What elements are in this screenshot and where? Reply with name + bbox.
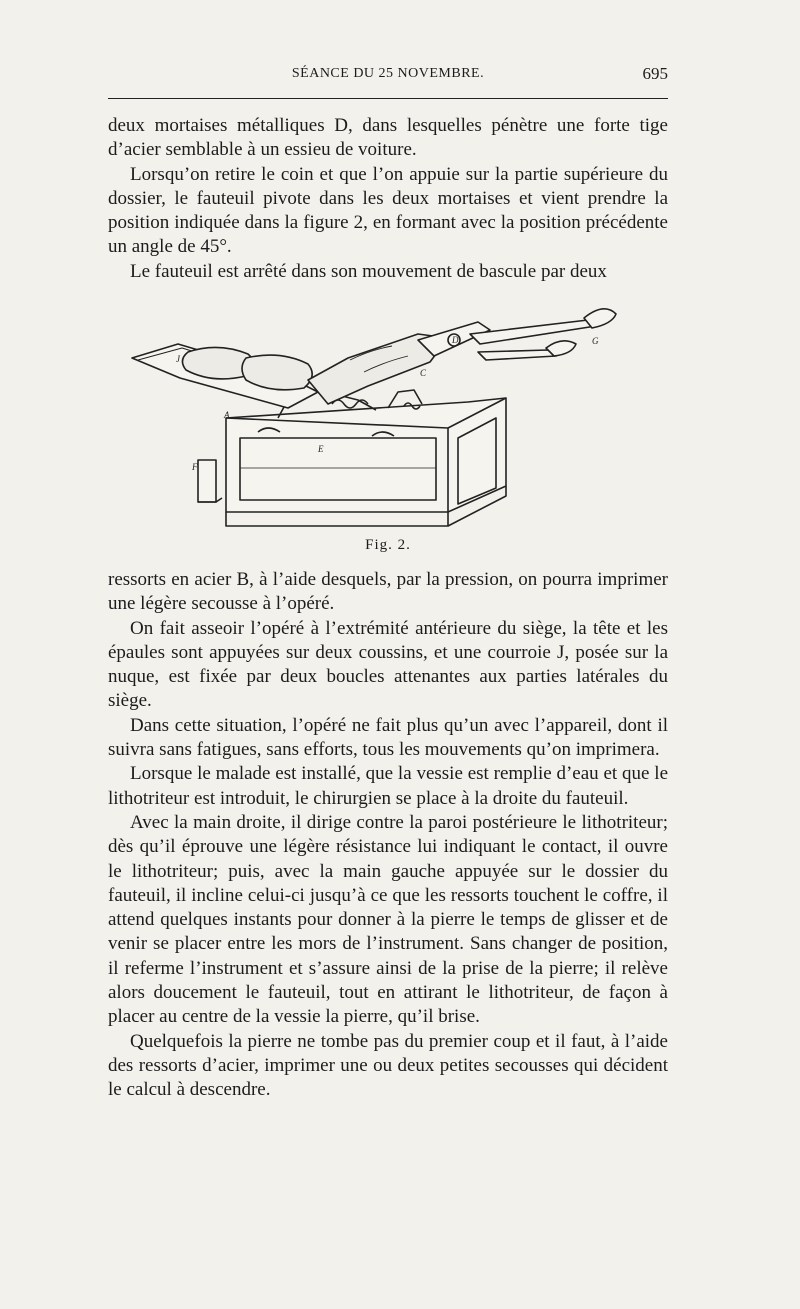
page-header — [108, 62, 668, 88]
running-title: SÉANCE DU 25 NOVEMBRE. — [291, 66, 485, 81]
figure-label: A — [224, 410, 230, 420]
paragraph: ressorts en acier B, à l’aide desquels, par la pression, on pourra imprimer une légère secousse à l’opéré. — [108, 569, 668, 615]
page-number: 695 — [642, 64, 668, 83]
text-block-top — [108, 114, 668, 284]
paragraph: Avec la main droite, il dirige contre la paroi postérieure le lithotriteur; dès qu’il éprouve une légère résistance lui indiquant le contact, il ouvre le lithotriteur; puis, avec la main gauche appuyée sur le dossier du fauteuil, il incline celui-ci jusqu’à ce que les ressorts touchent le coffre, il attend quelques instants pour donner à la pierre le temps de glisser et de venir se placer entre les mors de l’instrument. Sans changer de position, il referme l’instrument et s’assure ainsi de la prise de la pierre; il relève alors doucement le fauteuil, tout en attirant le lithotriteur, de façon à placer au centre de la vessie la pierre, qu’il brise. — [108, 811, 668, 1028]
header-rule — [108, 98, 668, 99]
figure-label: D — [452, 335, 459, 345]
figure-label: F — [192, 462, 198, 472]
text-block-bottom — [108, 568, 668, 1103]
paragraph: deux mortaises métalliques D, dans lesquelles pénètre une forte tige d’acier semblable à un essieu de voiture. — [108, 115, 668, 161]
paragraph: Quelquefois la pierre ne tombe pas du premier coup et il faut, à l’aide des ressorts d’acier, imprimer une ou deux petites secousses qui décident le calcul à descendre. — [108, 1030, 668, 1101]
paragraph: Le fauteuil est arrêté dans son mouvement de bascule par deux — [130, 260, 607, 282]
paragraph: Dans cette situation, l’opéré ne fait plus qu’un avec l’appareil, dont il suivra sans fatigues, sans efforts, tous les mouvements qu’on imprimera. — [108, 714, 668, 761]
figure-label: J — [176, 354, 180, 364]
figure-2-illustration — [118, 300, 638, 532]
figure-label: C — [420, 368, 427, 378]
paragraph: Lorsque le malade est installé, que la vessie est remplie d’eau et que le lithotriteur est introduit, le chirurgien se place à la droite du fauteuil. — [108, 763, 668, 809]
paragraph: Lorsqu’on retire le coin et que l’on appuie sur la partie supérieure du dossier, le fauteuil pivote dans les deux mortaises et vient prendre la position indiquée dans la figure 2, en formant avec la position précédente un angle de 45°. — [108, 163, 668, 258]
figure-label: G — [592, 336, 599, 346]
figure-label: E — [318, 444, 324, 454]
figure-caption: Fig. 2. — [365, 537, 411, 553]
paragraph: On fait asseoir l’opéré à l’extrémité antérieure du siège, la tête et les épaules sont appuyées sur deux coussins, et une courroie J, posée sur la nuque, est fixée par deux boucles attenantes aux parties latérales du siège. — [108, 617, 668, 712]
